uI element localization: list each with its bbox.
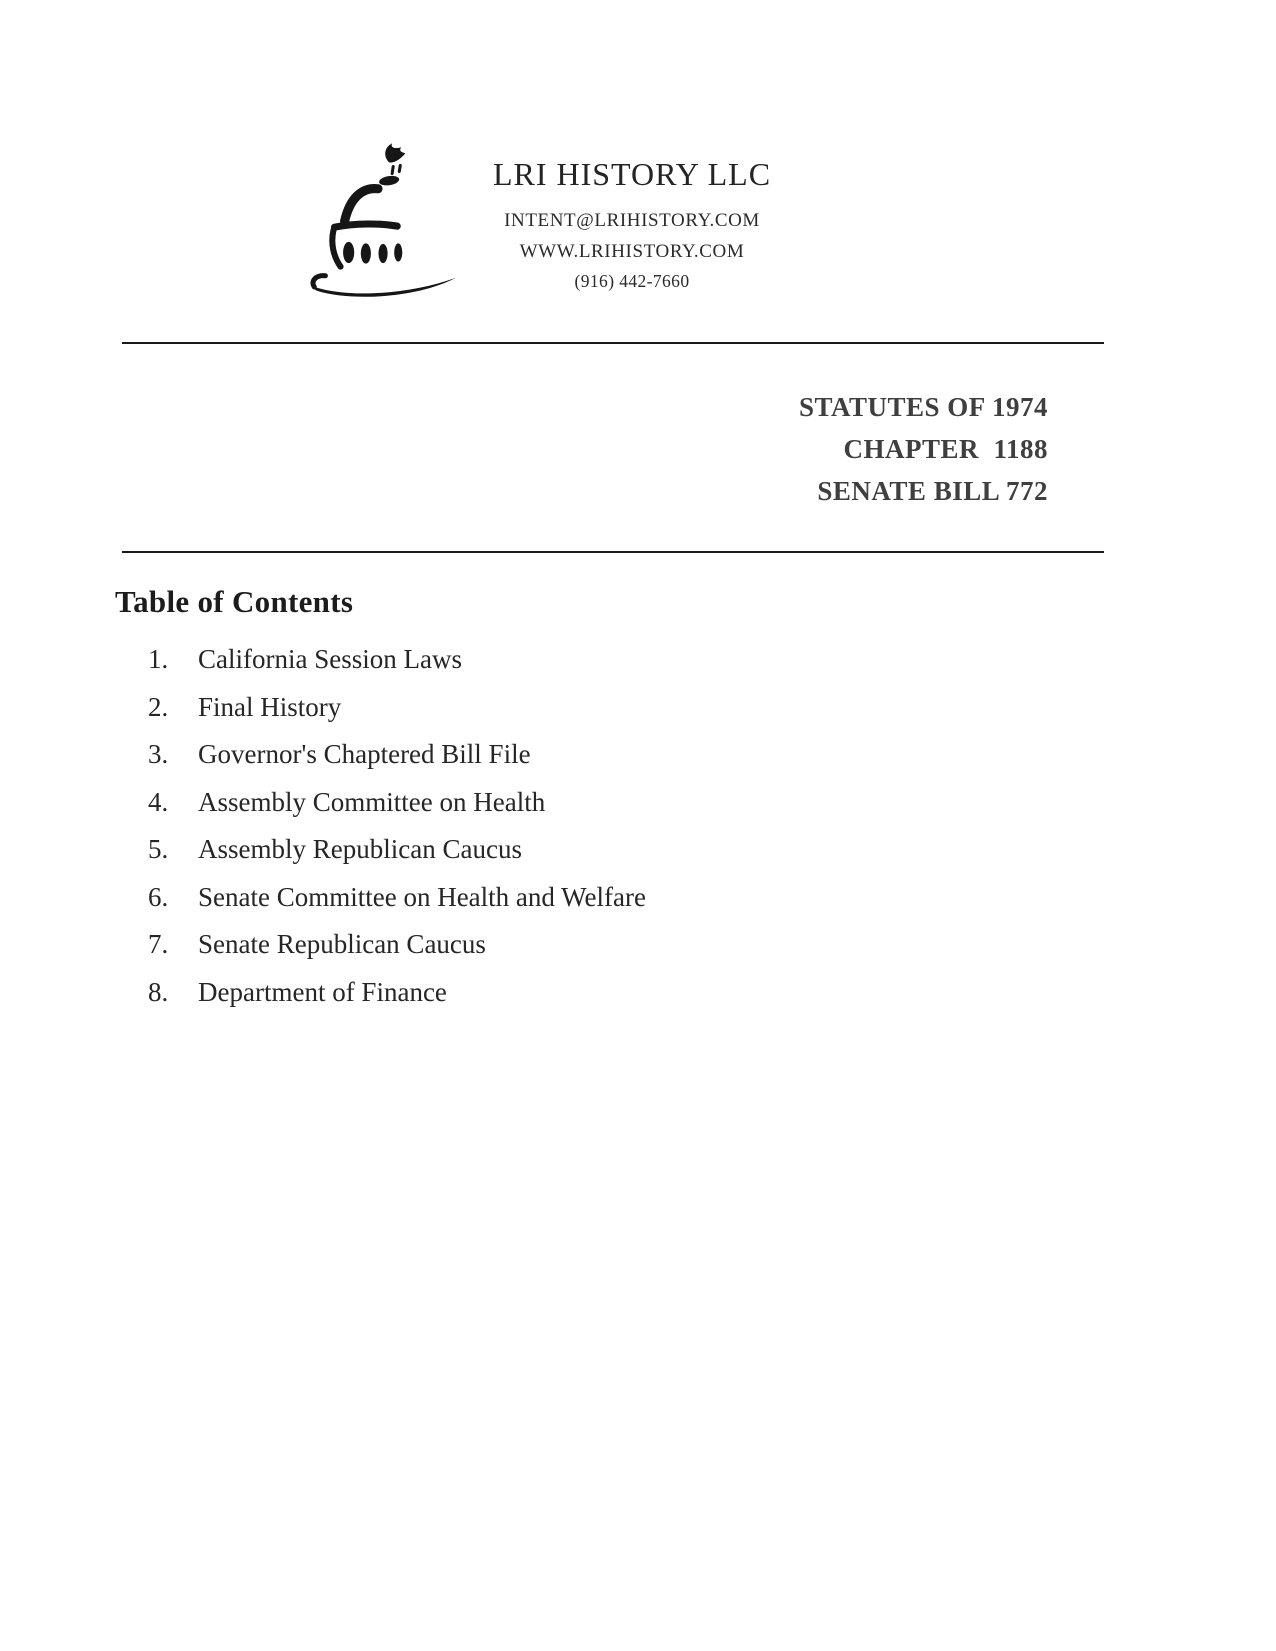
bottom-divider bbox=[122, 551, 1104, 553]
toc-item-label: Senate Committee on Health and Welfare bbox=[198, 881, 646, 912]
toc-item-number: 4. bbox=[148, 786, 169, 817]
company-email: INTENT@LRIHISTORY.COM bbox=[504, 210, 760, 231]
toc-item-number: 3. bbox=[148, 739, 169, 770]
company-name: LRI HISTORY LLC bbox=[492, 156, 772, 192]
toc-item-label: Senate Republican Caucus bbox=[198, 929, 486, 960]
top-divider bbox=[122, 342, 1104, 344]
company-website: WWW.LRIHISTORY.COM bbox=[519, 241, 745, 262]
toc-item-label: Governor's Chaptered Bill File bbox=[198, 739, 531, 770]
toc-item bbox=[0, 921, 1100, 969]
toc-item-label: Assembly Committee on Health bbox=[198, 786, 546, 817]
toc-item-number: 8. bbox=[148, 976, 169, 1007]
toc-item-number: 2. bbox=[148, 691, 169, 722]
company-phone: (916) 442-7660 bbox=[574, 271, 690, 291]
toc-item-label: Department of Finance bbox=[198, 976, 447, 1007]
toc-item bbox=[0, 826, 1100, 874]
toc-item bbox=[0, 874, 1100, 922]
statutes-line: STATUTES OF 1974 bbox=[798, 392, 1048, 422]
chapter-line: CHAPTER 1188 bbox=[843, 434, 1048, 464]
toc-item bbox=[0, 969, 1100, 1017]
toc-item bbox=[0, 636, 1100, 684]
toc-item-label: California Session Laws bbox=[198, 644, 462, 675]
toc-item-number: 1. bbox=[148, 644, 169, 675]
toc-item bbox=[0, 684, 1100, 732]
toc-item-number: 5. bbox=[148, 834, 169, 865]
toc-item-number: 6. bbox=[148, 881, 169, 912]
toc-list bbox=[0, 636, 1100, 1016]
toc-item bbox=[0, 731, 1100, 779]
toc-title: Table of Contents bbox=[115, 584, 354, 619]
toc-item-label: Assembly Republican Caucus bbox=[198, 834, 522, 865]
toc-item bbox=[0, 779, 1100, 827]
senate-bill-line: SENATE BILL 772 bbox=[817, 476, 1048, 506]
document-info-block bbox=[799, 386, 1048, 512]
toc-item-label: Final History bbox=[198, 691, 342, 722]
toc-item-number: 7. bbox=[148, 929, 169, 960]
